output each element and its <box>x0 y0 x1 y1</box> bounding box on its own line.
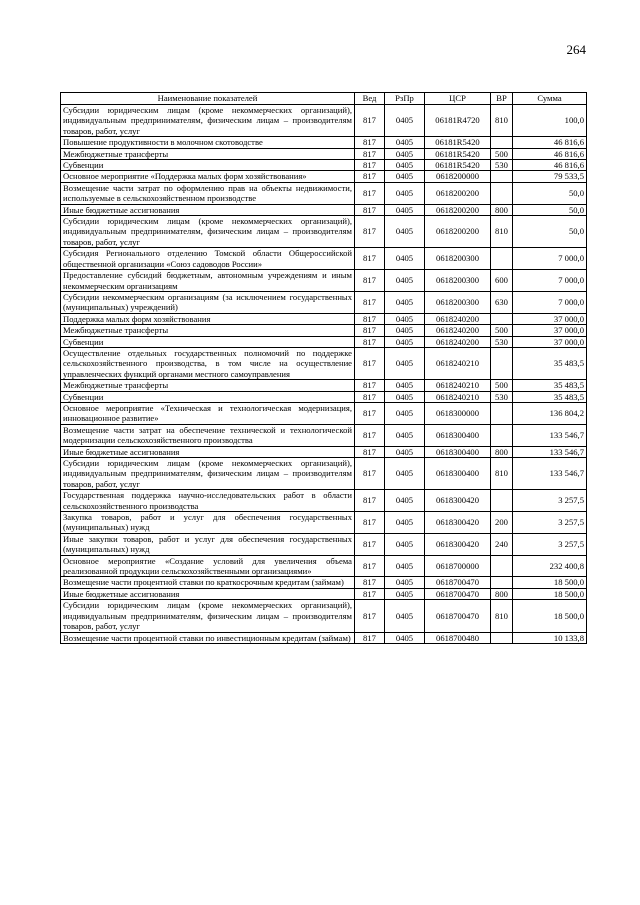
cell-sum: 46 816,6 <box>513 137 587 148</box>
cell-sum: 7 000,0 <box>513 291 587 313</box>
cell-name: Государственная поддержка научно-исследовательских работ в области сельскохозяйственного производства <box>61 490 355 512</box>
cell-csr: 0618240200 <box>425 313 491 324</box>
cell-ved: 817 <box>355 313 385 324</box>
cell-name: Субсидия Регионального отделению Томской области Общероссийской общественной организации «Союз садоводов России» <box>61 248 355 270</box>
cell-rzpr: 0405 <box>385 137 425 148</box>
cell-vr: 500 <box>491 148 513 159</box>
table-row <box>61 325 587 336</box>
cell-name: Иные закупки товаров, работ и услуг для обеспечения государственных (муниципальных) нужд <box>61 533 355 555</box>
cell-name: Осуществление отдельных государственных полномочий по поддержке сельскохозяйственного производства, в том числе на осуществление управленческих функций органами местного самоуправления <box>61 347 355 379</box>
cell-ved: 817 <box>355 391 385 402</box>
cell-sum: 46 816,6 <box>513 160 587 171</box>
cell-csr: 0618700470 <box>425 577 491 588</box>
cell-ved: 817 <box>355 171 385 182</box>
table-row <box>61 204 587 215</box>
cell-sum: 35 483,5 <box>513 380 587 391</box>
cell-sum: 3 257,5 <box>513 533 587 555</box>
cell-sum: 18 500,0 <box>513 577 587 588</box>
cell-ved: 817 <box>355 588 385 599</box>
cell-name: Субвенции <box>61 391 355 402</box>
cell-rzpr: 0405 <box>385 248 425 270</box>
cell-ved: 817 <box>355 204 385 215</box>
table-row <box>61 391 587 402</box>
cell-csr: 0618200300 <box>425 291 491 313</box>
cell-name: Возмещение части процентной ставки по инвестиционным кредитам (займам) <box>61 632 355 643</box>
cell-sum: 18 500,0 <box>513 588 587 599</box>
cell-rzpr: 0405 <box>385 171 425 182</box>
cell-vr <box>491 313 513 324</box>
cell-rzpr: 0405 <box>385 204 425 215</box>
cell-name: Основное мероприятие «Создание условий для увеличения объема реализованной продукции сельскохозяйственными организациями» <box>61 555 355 577</box>
cell-ved: 817 <box>355 490 385 512</box>
cell-sum: 79 533,5 <box>513 171 587 182</box>
cell-csr: 0618300000 <box>425 402 491 424</box>
cell-csr: 06181R5420 <box>425 148 491 159</box>
cell-vr <box>491 171 513 182</box>
cell-name: Иные бюджетные ассигнования <box>61 204 355 215</box>
cell-name: Субсидии юридическим лицам (кроме некоммерческих организаций), индивидуальным предпринимателям, физическим лицам – производителям товаров, работ, услуг <box>61 600 355 632</box>
table-row <box>61 347 587 379</box>
col-header-rzpr: РзПр <box>385 93 425 105</box>
cell-name: Субвенции <box>61 336 355 347</box>
cell-ved: 817 <box>355 291 385 313</box>
cell-rzpr: 0405 <box>385 577 425 588</box>
cell-sum: 133 546,7 <box>513 424 587 446</box>
cell-name: Закупка товаров, работ и услуг для обеспечения государственных (муниципальных) нужд <box>61 512 355 534</box>
cell-vr: 800 <box>491 446 513 457</box>
cell-csr: 0618300420 <box>425 512 491 534</box>
cell-name: Повышение продуктивности в молочном скотоводстве <box>61 137 355 148</box>
cell-sum: 7 000,0 <box>513 248 587 270</box>
cell-vr: 200 <box>491 512 513 534</box>
cell-ved: 817 <box>355 512 385 534</box>
cell-ved: 817 <box>355 402 385 424</box>
cell-rzpr: 0405 <box>385 588 425 599</box>
cell-csr: 06181R5420 <box>425 160 491 171</box>
cell-ved: 817 <box>355 248 385 270</box>
cell-vr: 810 <box>491 105 513 137</box>
table-row <box>61 291 587 313</box>
cell-rzpr: 0405 <box>385 512 425 534</box>
cell-ved: 817 <box>355 380 385 391</box>
cell-rzpr: 0405 <box>385 600 425 632</box>
table-row <box>61 512 587 534</box>
col-header-csr: ЦСР <box>425 93 491 105</box>
cell-csr: 0618200200 <box>425 182 491 204</box>
cell-vr: 800 <box>491 204 513 215</box>
cell-rzpr: 0405 <box>385 458 425 490</box>
table-row <box>61 137 587 148</box>
cell-vr: 810 <box>491 600 513 632</box>
table-row <box>61 490 587 512</box>
cell-name: Иные бюджетные ассигнования <box>61 446 355 457</box>
cell-vr: 810 <box>491 458 513 490</box>
cell-rzpr: 0405 <box>385 216 425 248</box>
cell-name: Субсидии юридическим лицам (кроме некоммерческих организаций), индивидуальным предпринимателям, физическим лицам – производителям товаров, работ, услуг <box>61 458 355 490</box>
cell-rzpr: 0405 <box>385 632 425 643</box>
cell-rzpr: 0405 <box>385 555 425 577</box>
cell-rzpr: 0405 <box>385 270 425 292</box>
cell-name: Субсидии некоммерческим организациям (за исключением государственных (муниципальных) учреждений) <box>61 291 355 313</box>
table-row <box>61 248 587 270</box>
cell-csr: 0618300400 <box>425 458 491 490</box>
table-row <box>61 458 587 490</box>
cell-sum: 46 816,6 <box>513 148 587 159</box>
cell-sum: 50,0 <box>513 182 587 204</box>
table-row <box>61 402 587 424</box>
cell-name: Межбюджетные трансферты <box>61 380 355 391</box>
cell-csr: 0618700470 <box>425 600 491 632</box>
cell-vr: 500 <box>491 380 513 391</box>
cell-csr: 0618240200 <box>425 325 491 336</box>
cell-csr: 0618240200 <box>425 336 491 347</box>
cell-csr: 0618700000 <box>425 555 491 577</box>
table-row <box>61 424 587 446</box>
cell-sum: 136 804,2 <box>513 402 587 424</box>
cell-vr: 630 <box>491 291 513 313</box>
cell-vr: 530 <box>491 391 513 402</box>
cell-vr: 530 <box>491 336 513 347</box>
cell-csr: 06181R4720 <box>425 105 491 137</box>
cell-ved: 817 <box>355 347 385 379</box>
cell-vr: 800 <box>491 588 513 599</box>
cell-name: Основное мероприятие «Техническая и технологическая модернизация, инновационное развитие» <box>61 402 355 424</box>
cell-sum: 7 000,0 <box>513 270 587 292</box>
cell-csr: 0618300400 <box>425 446 491 457</box>
cell-ved: 817 <box>355 148 385 159</box>
cell-vr: 810 <box>491 216 513 248</box>
cell-sum: 10 133,8 <box>513 632 587 643</box>
cell-name: Основное мероприятие «Поддержка малых форм хозяйствования» <box>61 171 355 182</box>
cell-csr: 0618200000 <box>425 171 491 182</box>
cell-csr: 0618300400 <box>425 424 491 446</box>
cell-name: Поддержка малых форм хозяйствования <box>61 313 355 324</box>
table-row <box>61 533 587 555</box>
cell-ved: 817 <box>355 160 385 171</box>
cell-csr: 0618200200 <box>425 204 491 215</box>
cell-name: Субсидии юридическим лицам (кроме некоммерческих организаций), индивидуальным предпринимателям, физическим лицам – производителям товаров, работ, услуг <box>61 216 355 248</box>
table-row <box>61 380 587 391</box>
table-row <box>61 588 587 599</box>
col-header-ved: Вед <box>355 93 385 105</box>
cell-sum: 3 257,5 <box>513 512 587 534</box>
cell-rzpr: 0405 <box>385 336 425 347</box>
cell-ved: 817 <box>355 137 385 148</box>
table-row <box>61 270 587 292</box>
cell-sum: 35 483,5 <box>513 347 587 379</box>
cell-rzpr: 0405 <box>385 490 425 512</box>
table-header-row <box>61 93 587 105</box>
cell-vr <box>491 424 513 446</box>
cell-sum: 37 000,0 <box>513 325 587 336</box>
cell-name: Возмещение части затрат на обеспечение технической и технологической модернизации сельскохозяйственного производства <box>61 424 355 446</box>
cell-rzpr: 0405 <box>385 391 425 402</box>
cell-ved: 817 <box>355 325 385 336</box>
cell-ved: 817 <box>355 533 385 555</box>
cell-vr: 500 <box>491 325 513 336</box>
cell-rzpr: 0405 <box>385 148 425 159</box>
cell-ved: 817 <box>355 182 385 204</box>
cell-vr <box>491 577 513 588</box>
table-row <box>61 171 587 182</box>
cell-rzpr: 0405 <box>385 291 425 313</box>
cell-name: Субсидии юридическим лицам (кроме некоммерческих организаций), индивидуальным предпринимателям, физическим лицам – производителям товаров, работ, услуг <box>61 105 355 137</box>
table-row <box>61 600 587 632</box>
cell-csr: 0618240210 <box>425 380 491 391</box>
cell-vr <box>491 632 513 643</box>
cell-sum: 3 257,5 <box>513 490 587 512</box>
cell-rzpr: 0405 <box>385 160 425 171</box>
col-header-sum: Сумма <box>513 93 587 105</box>
table-row <box>61 182 587 204</box>
cell-csr: 0618200200 <box>425 216 491 248</box>
cell-ved: 817 <box>355 458 385 490</box>
cell-vr <box>491 248 513 270</box>
cell-ved: 817 <box>355 424 385 446</box>
cell-sum: 133 546,7 <box>513 458 587 490</box>
table-row <box>61 105 587 137</box>
table-row <box>61 160 587 171</box>
cell-csr: 0618300420 <box>425 490 491 512</box>
cell-name: Межбюджетные трансферты <box>61 148 355 159</box>
cell-rzpr: 0405 <box>385 325 425 336</box>
table-body <box>61 105 587 644</box>
cell-vr: 530 <box>491 160 513 171</box>
cell-ved: 817 <box>355 555 385 577</box>
cell-ved: 817 <box>355 270 385 292</box>
cell-rzpr: 0405 <box>385 380 425 391</box>
cell-sum: 133 546,7 <box>513 446 587 457</box>
cell-vr <box>491 490 513 512</box>
cell-sum: 37 000,0 <box>513 336 587 347</box>
cell-rzpr: 0405 <box>385 402 425 424</box>
cell-csr: 0618300420 <box>425 533 491 555</box>
page-number: 264 <box>566 42 586 57</box>
cell-name: Возмещение части процентной ставки по краткосрочным кредитам (займам) <box>61 577 355 588</box>
cell-name: Субвенции <box>61 160 355 171</box>
cell-vr: 240 <box>491 533 513 555</box>
cell-ved: 817 <box>355 577 385 588</box>
cell-rzpr: 0405 <box>385 313 425 324</box>
cell-csr: 0618700470 <box>425 588 491 599</box>
table-row <box>61 555 587 577</box>
cell-vr <box>491 555 513 577</box>
cell-rzpr: 0405 <box>385 446 425 457</box>
table-row <box>61 446 587 457</box>
cell-sum: 50,0 <box>513 216 587 248</box>
table-row <box>61 336 587 347</box>
table-row <box>61 632 587 643</box>
cell-ved: 817 <box>355 336 385 347</box>
cell-name: Возмещение части затрат по оформлению прав на объекты недвижимости, используемые в сельскохозяйственном производстве <box>61 182 355 204</box>
cell-name: Межбюджетные трансферты <box>61 325 355 336</box>
cell-rzpr: 0405 <box>385 533 425 555</box>
cell-name: Предоставление субсидий бюджетным, автономным учреждениям и иным некоммерческим организациям <box>61 270 355 292</box>
cell-sum: 18 500,0 <box>513 600 587 632</box>
cell-csr: 0618700480 <box>425 632 491 643</box>
col-header-vr: ВР <box>491 93 513 105</box>
budget-table <box>60 92 587 644</box>
cell-sum: 100,0 <box>513 105 587 137</box>
cell-name: Иные бюджетные ассигнования <box>61 588 355 599</box>
cell-vr <box>491 137 513 148</box>
cell-sum: 35 483,5 <box>513 391 587 402</box>
cell-ved: 817 <box>355 446 385 457</box>
cell-ved: 817 <box>355 216 385 248</box>
cell-rzpr: 0405 <box>385 105 425 137</box>
cell-sum: 37 000,0 <box>513 313 587 324</box>
cell-rzpr: 0405 <box>385 347 425 379</box>
cell-rzpr: 0405 <box>385 424 425 446</box>
cell-csr: 0618200300 <box>425 270 491 292</box>
cell-ved: 817 <box>355 632 385 643</box>
cell-vr <box>491 402 513 424</box>
cell-csr: 06181R5420 <box>425 137 491 148</box>
cell-ved: 817 <box>355 105 385 137</box>
col-header-name: Наименование показателей <box>61 93 355 105</box>
cell-vr <box>491 347 513 379</box>
cell-csr: 0618240210 <box>425 391 491 402</box>
cell-csr: 0618240210 <box>425 347 491 379</box>
cell-sum: 50,0 <box>513 204 587 215</box>
table-row <box>61 148 587 159</box>
table-row <box>61 577 587 588</box>
cell-rzpr: 0405 <box>385 182 425 204</box>
table-row <box>61 313 587 324</box>
cell-sum: 232 400,8 <box>513 555 587 577</box>
cell-csr: 0618200300 <box>425 248 491 270</box>
cell-ved: 817 <box>355 600 385 632</box>
table-row <box>61 216 587 248</box>
cell-vr <box>491 182 513 204</box>
cell-vr: 600 <box>491 270 513 292</box>
